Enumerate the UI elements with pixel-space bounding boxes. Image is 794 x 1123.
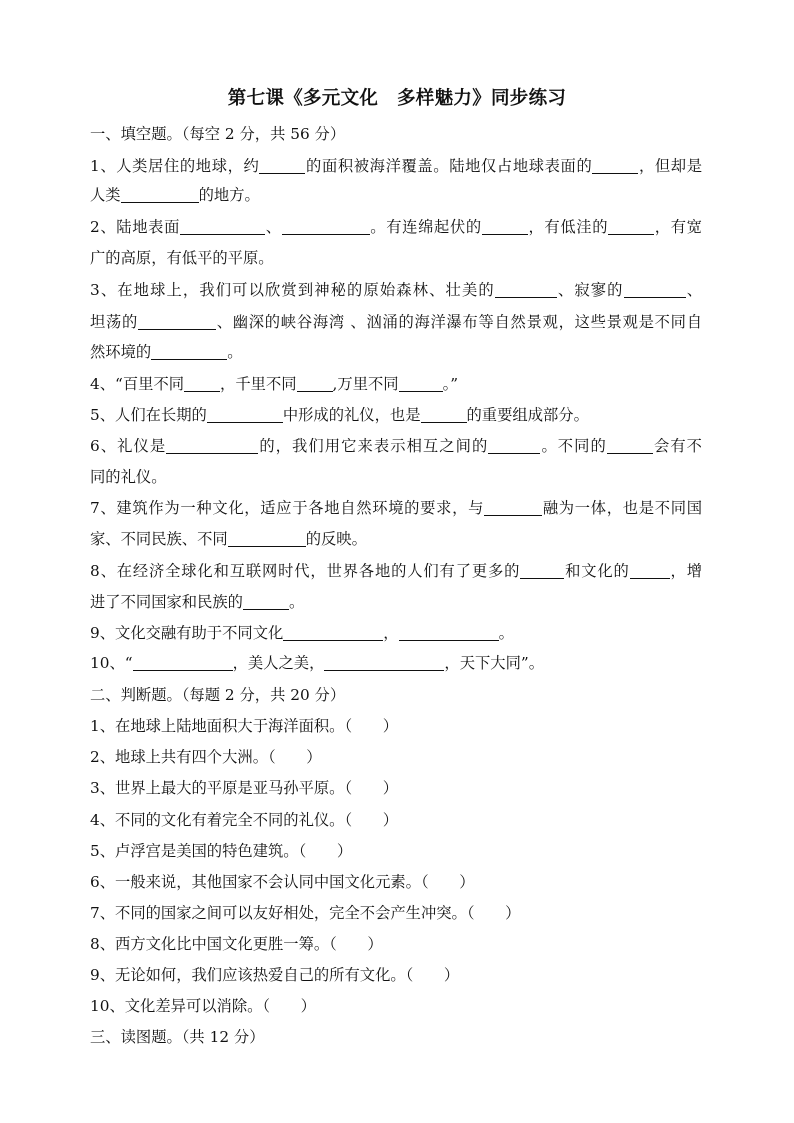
answer-blank[interactable] [166,438,258,454]
question-3-line-1: 3、在地球上，我们可以欣赏到神秘的原始森林、壮美的 、寂寥的 、 [90,281,702,299]
page-title: 第七课《多元文化 多样魅力》同步练习 [227,88,567,109]
judge-item: 4、不同的文化有着完全不同的礼仪。（ ） [90,811,399,829]
question-10: 10、“ ，美人之美， ，天下大同”。 [90,654,544,672]
answer-blank[interactable] [283,625,383,641]
question-8-line-1: 8、在经济全球化和互联网时代，世界各地的人们有了更多的 和文化的 ，增 [90,562,702,580]
question-7-line-2: 家、不同民族、不同 的反映。 [90,530,367,548]
answer-blank[interactable] [207,407,283,423]
question-3-line-2: 坦荡的 、幽深的峡谷海湾 、汹涌的海洋瀑布等自然景观，这些景观是不同自 [90,313,702,331]
judge-item: 10、文化差异可以消除。（ ） [90,997,316,1015]
answer-blank[interactable] [399,625,499,641]
answer-blank[interactable] [133,655,233,671]
judge-item: 1、在地球上陆地面积大于海洋面积。（ ） [90,717,399,735]
answer-blank[interactable] [151,344,227,360]
answer-blank[interactable] [607,438,653,454]
answer-blank[interactable] [138,314,216,330]
question-7-line-1: 7、建筑作为一种文化，适应于各地自然环境的要求，与 融为一体，也是不同国 [90,499,702,517]
answer-blank[interactable] [421,407,467,423]
answer-blank[interactable] [243,594,289,610]
answer-blank[interactable] [282,219,370,235]
question-1-line-2: 人类 的地方。 [90,186,260,204]
answer-blank[interactable] [297,376,333,392]
question-4: 4、“百里不同 ，千里不同 ,万里不同 。” [90,375,459,393]
judge-item: 5、卢浮宫是美国的特色建筑。（ ） [90,842,353,860]
question-2-line-1: 2、陆地表面 、 。有连绵起伏的 ，有低洼的 ，有宽 [90,218,702,236]
answer-blank[interactable] [180,219,265,235]
judge-item: 2、地球上共有四个大洲。（ ） [90,748,322,766]
answer-blank[interactable] [121,187,199,203]
question-2-line-2: 广的高原，有低平的平原。 [90,249,274,267]
question-6-line-2: 同的礼仪。 [90,468,167,486]
answer-blank[interactable] [482,219,528,235]
answer-blank[interactable] [630,563,670,579]
judge-item: 3、世界上最大的平原是亚马孙平原。（ ） [90,779,399,797]
answer-blank[interactable] [488,438,540,454]
answer-blank[interactable] [399,376,443,392]
answer-blank[interactable] [184,376,220,392]
question-8-line-2: 进了不同国家和民族的 。 [90,593,305,611]
answer-blank[interactable] [324,655,444,671]
judge-item: 7、不同的国家之间可以友好相处，完全不会产生冲突。（ ） [90,904,521,922]
answer-blank[interactable] [592,158,638,174]
answer-blank[interactable] [608,219,654,235]
question-6-line-1: 6、礼仪是 的，我们用它来表示相互之间的 。不同的 会有不 [90,437,702,455]
question-1-line-1: 1、人类居住的地球，约 的面积被海洋覆盖。陆地仅占地球表面的 ，但却是 [90,157,702,175]
answer-blank[interactable] [624,282,686,298]
answer-blank[interactable] [495,282,557,298]
question-9: 9、文化交融有助于不同文化 ， 。 [90,624,514,642]
question-3-line-3: 然环境的 。 [90,343,243,361]
answer-blank[interactable] [228,531,306,547]
judge-item: 8、西方文化比中国文化更胜一筹。（ ） [90,935,383,953]
section-map-reading-heading: 三、读图题。（共 12 分） [90,1028,265,1046]
answer-blank[interactable] [484,500,542,516]
section-true-false-heading: 二、判断题。（每题 2 分，共 20 分） [90,686,346,704]
answer-blank[interactable] [259,158,305,174]
judge-item: 6、一般来说，其他国家不会认同中国文化元素。（ ） [90,873,475,891]
answer-blank[interactable] [520,563,564,579]
question-5: 5、人们在长期的 中形成的礼仪，也是 的重要组成部分。 [90,406,589,424]
section-fill-blank-heading: 一、填空题。（每空 2 分，共 56 分） [90,125,346,143]
judge-item: 9、无论如何，我们应该热爱自己的所有文化。（ ） [90,966,460,984]
